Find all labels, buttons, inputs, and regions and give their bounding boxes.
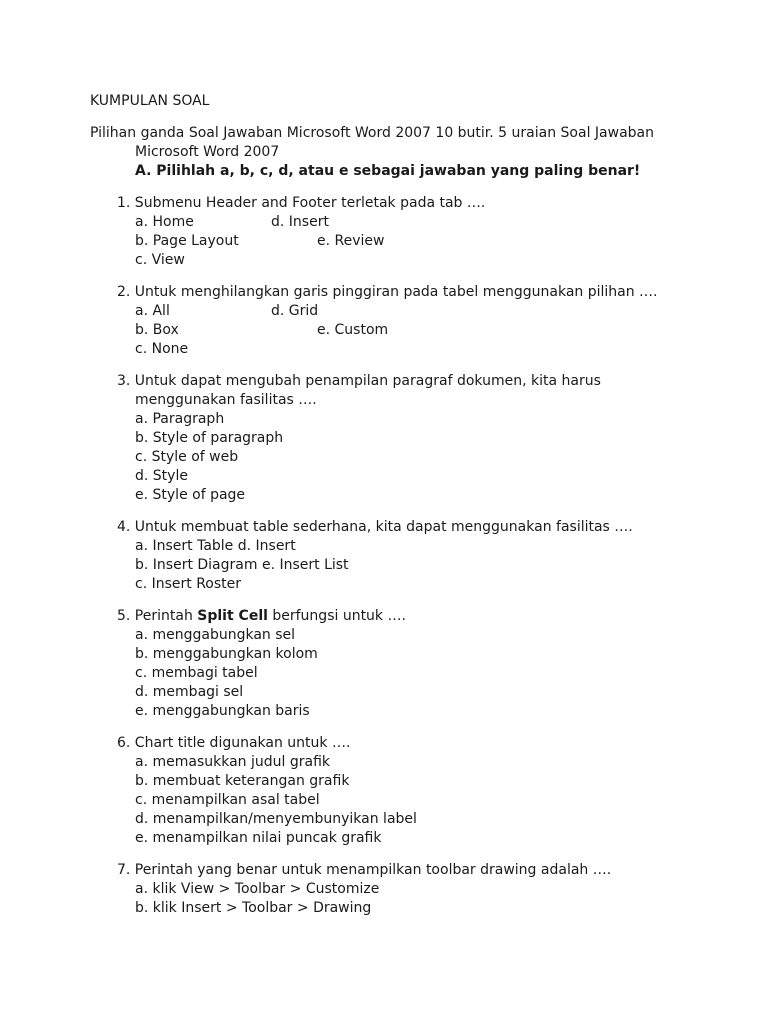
q3-option-a: a. Paragraph	[135, 411, 225, 427]
q6-option-e: e. menampilkan nilai puncak grafik	[135, 830, 382, 846]
q7-option-a: a. klik View > Toolbar > Customize	[135, 881, 380, 897]
intro-line-1: Pilihan ganda Soal Jawaban Microsoft Word 2007 10 butir. 5 uraian Soal Jawaban	[90, 125, 654, 141]
q7-stem: 7. Perintah yang benar untuk menampilkan toolbar drawing adalah ….	[117, 862, 612, 878]
instruction	[135, 162, 640, 181]
q7-option-b: b. klik Insert > Toolbar > Drawing	[135, 900, 372, 916]
doc-title: KUMPULAN SOAL	[90, 93, 210, 109]
q5-option-c: c. membagi tabel	[135, 665, 258, 681]
q2-option-a: a. All	[135, 303, 170, 319]
q2-option-b: b. Box	[135, 322, 179, 338]
q6-stem: 6. Chart title digunakan untuk ….	[117, 735, 351, 751]
q3-stem-1: 3. Untuk dapat mengubah penampilan paragraf dokumen, kita harus	[117, 373, 601, 389]
q5-option-d: d. membagi sel	[135, 684, 244, 700]
q1-option-b: b. Page Layout	[135, 233, 239, 249]
q5-stem-pre: 5. Perintah	[117, 608, 198, 624]
q3-stem-2: menggunakan fasilitas ….	[135, 392, 317, 408]
instruction-text: A. Pilihlah a, b, c, d, atau e sebagai jawaban yang paling benar!	[135, 163, 641, 179]
q5-option-b: b. menggabungkan kolom	[135, 646, 318, 662]
q3-option-d: d. Style	[135, 468, 188, 484]
q4-option-a: a. Insert Table d. Insert	[135, 538, 296, 554]
q5-option-a: a. menggabungkan sel	[135, 627, 296, 643]
q6-option-b: b. membuat keterangan grafik	[135, 773, 350, 789]
q1-stem: 1. Submenu Header and Footer terletak pada tab ….	[117, 195, 486, 211]
q1-option-e: e. Review	[317, 233, 385, 249]
q5-stem-bold: Split Cell	[197, 608, 268, 624]
q3-option-e: e. Style of page	[135, 487, 246, 503]
q2-option-d: d. Grid	[271, 303, 319, 319]
q4-option-b: b. Insert Diagram e. Insert List	[135, 557, 349, 573]
q6-option-d: d. menampilkan/menyembunyikan label	[135, 811, 417, 827]
q4-option-c: c. Insert Roster	[135, 576, 242, 592]
q2-option-e: e. Custom	[317, 322, 389, 338]
q3-option-b: b. Style of paragraph	[135, 430, 284, 446]
q3-option-c: c. Style of web	[135, 449, 239, 465]
q5-stem	[117, 607, 406, 626]
q1-option-a: a. Home	[135, 214, 194, 230]
q1-option-c: c. View	[135, 252, 185, 268]
q2-stem: 2. Untuk menghilangkan garis pinggiran pada tabel menggunakan pilihan ….	[117, 284, 658, 300]
q1-option-d: d. Insert	[271, 214, 329, 230]
q4-stem: 4. Untuk membuat table sederhana, kita dapat menggunakan fasilitas ….	[117, 519, 633, 535]
q6-option-a: a. memasukkan judul grafik	[135, 754, 330, 770]
q5-option-e: e. menggabungkan baris	[135, 703, 310, 719]
q6-option-c: c. menampilkan asal tabel	[135, 792, 320, 808]
intro-line-2: Microsoft Word 2007	[135, 144, 280, 160]
q5-stem-post: berfungsi untuk ….	[267, 608, 406, 624]
q2-option-c: c. None	[135, 341, 189, 357]
